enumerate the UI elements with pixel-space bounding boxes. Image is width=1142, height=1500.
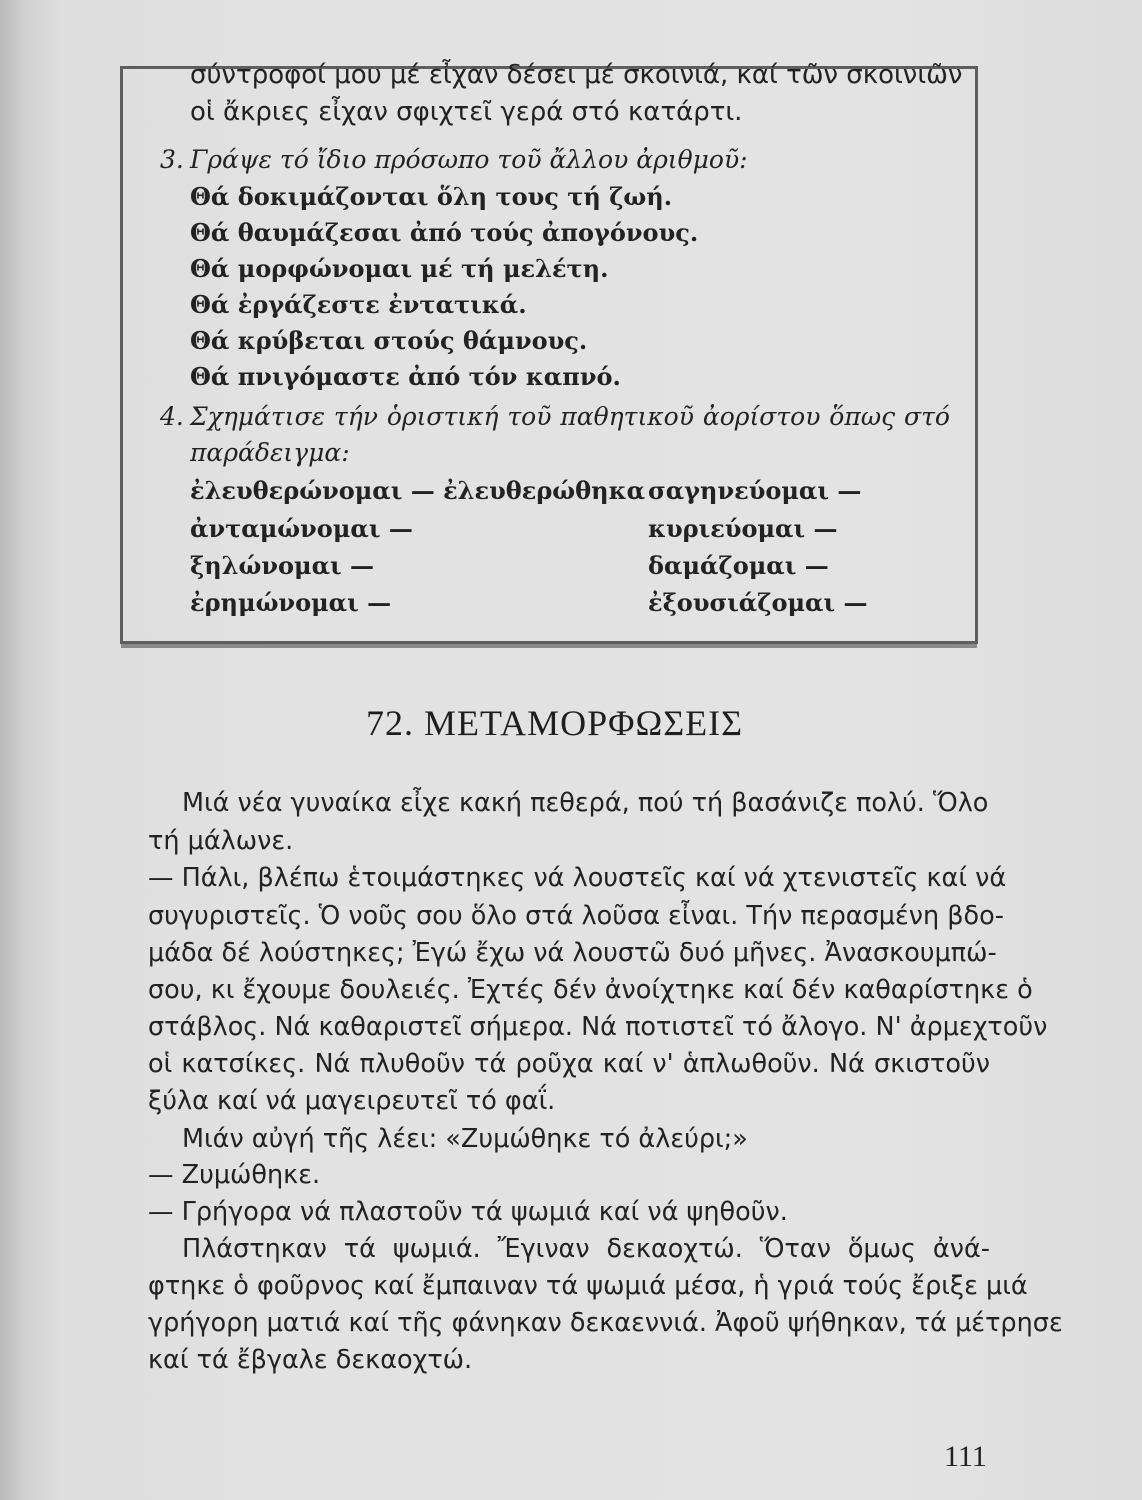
story-line: τή μάλωνε.	[148, 826, 294, 856]
exercise-3-item: Θά δοκιμάζονται ὅλη τους τή ζωή.	[190, 182, 673, 211]
intro-line-2: οἱ ἄκριες εἶχαν σφιχτεῖ γερά στό κατάρτι.	[190, 97, 743, 127]
story-line: συγυριστεῖς. Ὁ νοῦς σου ὅλο στά λοῦσα εἶναι. Τήν περασμένη βδο-	[148, 901, 1004, 931]
exercise-4-left-item: ξηλώνομαι —	[190, 551, 375, 580]
exercise-4-left-item: ἐρημώνομαι —	[190, 588, 392, 617]
story-line: φτηκε ὁ φοῦρνος καί ἔμπαιναν τά ψωμιά μέσα, ἡ γριά τούς ἔριξε μιά	[148, 1271, 1028, 1301]
intro-line-1: σύντροφοί μου μέ εἶχαν δέσει μέ σκοινιά, καί τῶν σκοινιῶν	[190, 60, 963, 90]
exercise-4-left-item: ἐλευθερώνομαι — ἐλευθερώθηκα	[190, 476, 646, 505]
story-title: 72. ΜΕΤΑΜΟΡΦΩΣΕΙΣ	[366, 703, 744, 743]
story-line: ξύλα καί νά μαγειρευτεῖ τό φαΐ.	[148, 1086, 556, 1116]
exercise-3-item: Θά ἐργάζεστε ἐντατικά.	[190, 290, 527, 319]
story-line: σου, κι ἔχουμε δουλειές. Ἐχτές δέν ἀνοίχτηκε καί δέν καθαρίστηκε ὁ	[148, 975, 1033, 1005]
story-line: γρήγορη ματιά καί τῆς φάνηκαν δεκαεννιά. Ἀφοῦ ψήθηκαν, τά μέτρησε	[148, 1308, 1063, 1338]
exercise-3-item: Θά πνιγόμαστε ἀπό τόν καπνό.	[190, 362, 621, 391]
page-number: 111	[944, 1440, 987, 1473]
story-line: — Γρήγορα νά πλαστοῦν τά ψωμιά καί νά ψηθοῦν.	[148, 1197, 788, 1227]
exercise-4-instruction-line-1: Σχημάτισε τήν ὁριστική τοῦ παθητικοῦ ἀορίστου ὅπως στό	[190, 402, 950, 431]
story-line: Μιάν αὐγή τῆς λέει: «Ζυμώθηκε τό ἀλεύρι;»	[182, 1124, 748, 1154]
story-line: — Ζυμώθηκε.	[148, 1160, 321, 1190]
story-line: — Πάλι, βλέπω ἑτοιμάστηκες νά λουστεῖς καί νά χτενιστεῖς καί νά	[148, 863, 1007, 893]
exercise-4-instruction-line-2: παράδειγμα:	[190, 438, 350, 467]
exercise-4-right-item: σαγηνεύομαι —	[648, 476, 862, 505]
story-line: στάβλος. Νά καθαριστεῖ σήμερα. Νά ποτιστεῖ τό ἄλογο. Ν' ἀρμεχτοῦν	[148, 1012, 1048, 1042]
exercise-4-right-item: κυριεύομαι —	[648, 514, 838, 543]
exercise-3-item: Θά κρύβεται στούς θάμνους.	[190, 326, 588, 355]
exercise-3-item: Θά μορφώνομαι μέ τή μελέτη.	[190, 254, 609, 283]
story-line: Πλάστηκαν τά ψωμιά. Ἔγιναν δεκαοχτώ. Ὅταν ὅμως ἀνά-	[182, 1234, 990, 1264]
exercise-4-left-item: ἀνταμώνομαι —	[190, 514, 413, 543]
story-line: καί τά ἔβγαλε δεκαοχτώ.	[148, 1345, 473, 1375]
exercise-4-right-item: ἐξουσιάζομαι —	[648, 588, 868, 617]
exercise-4-number: 4.	[160, 402, 184, 431]
story-line: μάδα δέ λούστηκες; Ἐγώ ἔχω νά λουστῶ δυό μῆνες. Ἀνασκουμπώ-	[148, 938, 997, 968]
exercise-3-number: 3.	[160, 145, 184, 174]
story-line: οἱ κατσίκες. Νά πλυθοῦν τά ροῦχα καί ν' ἁπλωθοῦν. Νά σκιστοῦν	[148, 1049, 990, 1079]
exercise-3-item: Θά θαυμάζεσαι ἀπό τούς ἀπογόνους.	[190, 218, 699, 247]
exercise-3-instruction: Γράψε τό ἴδιο πρόσωπο τοῦ ἄλλου ἀριθμοῦ:	[190, 145, 748, 174]
story-line: Μιά νέα γυναίκα εἶχε κακή πεθερά, πού τή βασάνιζε πολύ. Ὅλο	[182, 788, 989, 818]
exercise-4-right-item: δαμάζομαι —	[648, 551, 829, 580]
